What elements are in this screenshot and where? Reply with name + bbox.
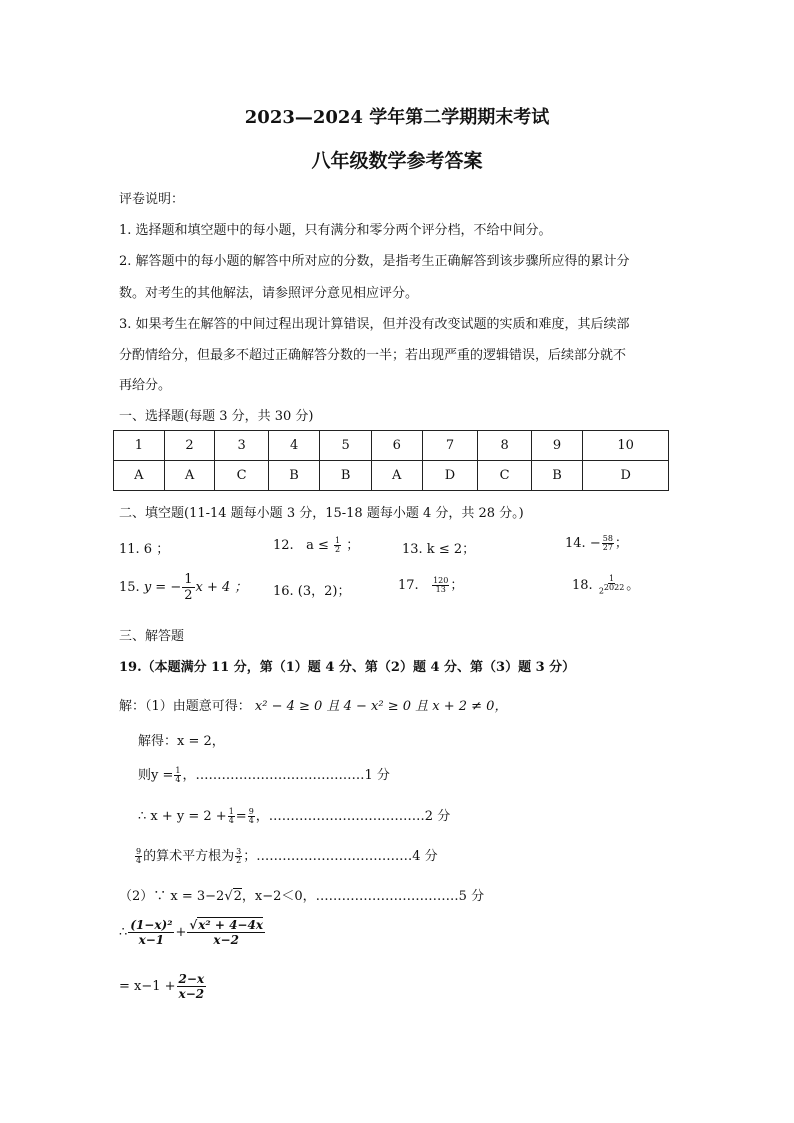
solution-part-1: 解：（1）由题意可得： x² − 4 ≥ 0 且 4 − x² ≥ 0 且 x + 2 ≠ 0， xyxy=(119,699,508,714)
table-cell: 1 xyxy=(114,431,165,461)
expression-1: ∴ $\frac{\text{(1−x)²}}{x-1}$ + $\frac{\text{√x² + 4−4x}}{x-2}$ xyxy=(119,918,263,947)
answer-15-label: 15. xyxy=(119,580,140,595)
fraction: $\frac{58}{27}$ xyxy=(602,534,613,552)
table-cell: 8 xyxy=(478,431,531,461)
answer-15: 15. y = − $\frac{1}{2}$ x + 4 ； xyxy=(119,572,248,603)
answer-18: 18. $\frac{1}{2^{2022}}$ 。 xyxy=(572,574,640,596)
fraction: $\frac{1}{4}$ xyxy=(228,807,234,825)
notes-heading: 评卷说明： xyxy=(119,192,185,207)
table-cell: B xyxy=(531,461,583,491)
note-3c: 再给分。 xyxy=(119,378,172,393)
fraction: $\frac{1}{2^{2022}}$ xyxy=(598,574,625,596)
table-cell: A xyxy=(114,461,165,491)
note-2b: 数。对考生的其他解法，请参照评分意见相应评分。 xyxy=(119,286,419,301)
table-cell: A xyxy=(371,461,422,491)
step-square-root: $\frac{9}{4}$ 的算术平方根为 $\frac{3}{2}$ ；………………………………4 分 xyxy=(136,847,438,865)
section-1-heading: 一、选择题(每题 3 分，共 30 分) xyxy=(119,409,314,424)
answer-13: 13. k ≤ 2； xyxy=(402,542,476,557)
step-sum: ∴ x + y = 2 + $\frac{1}{4}$ = $\frac{9}{4}$ ，………………………………2 分 xyxy=(138,807,451,825)
note-2a: 2. 解答题中的每小题的解答中所对应的分数，是指考生正确解答到该步骤所应得的累计分 xyxy=(119,254,630,269)
answer-12-expr: a ≤ xyxy=(306,538,329,553)
section-2-heading: 二、填空题(11-14 题每小题 3 分，15-18 题每小题 4 分，共 28 分。) xyxy=(119,506,524,521)
fraction: $\frac{1}{4}$ xyxy=(175,766,181,784)
step-solve-x: 解得：x = 2， xyxy=(138,734,225,749)
table-cell: 10 xyxy=(583,431,669,461)
table-cell: 3 xyxy=(215,431,268,461)
fraction: $\frac{120}{13}$ xyxy=(433,576,449,594)
table-cell: D xyxy=(583,461,669,491)
table-cell: B xyxy=(320,461,372,491)
table-cell: 4 xyxy=(268,431,320,461)
table-cell: D xyxy=(422,461,478,491)
expression-2: = x−1 + $\frac{2-x}{x-2}$ xyxy=(119,972,205,1001)
answer-11: 11. 6 ； xyxy=(119,542,170,557)
exam-title: 2023—2024 学年第二学期期末考试 xyxy=(244,107,550,128)
answer-12: 12. a ≤ $\frac{1}{2}$ ； xyxy=(273,536,360,554)
fraction: $\frac{\text{√x² + 4−4x}}{x-2}$ xyxy=(189,918,263,947)
fraction: $\frac{9}{4}$ xyxy=(136,847,142,865)
answer-14: 14. − $\frac{58}{27}$ ； xyxy=(565,534,628,552)
table-row-numbers xyxy=(114,431,669,461)
fraction: $\frac{\text{(1−x)²}}{x-1}$ xyxy=(130,918,173,947)
table-cell: 5 xyxy=(320,431,372,461)
answer-17: 17. $\frac{120}{13}$ ； xyxy=(398,576,464,594)
table-cell: C xyxy=(215,461,268,491)
table-row-answers xyxy=(114,461,669,491)
fraction: $\frac{2-x}{x-2}$ xyxy=(178,972,205,1001)
answer-16: 16. (3，2)； xyxy=(273,584,351,599)
answer-18-label: 18. xyxy=(572,578,593,593)
answer-key-title: 八年级数学参考答案 xyxy=(311,150,483,172)
fraction: $\frac{1}{2}$ xyxy=(184,572,193,603)
answer-14-label: 14. xyxy=(565,536,586,551)
fraction: $\frac{3}{2}$ xyxy=(236,847,242,865)
note-3b: 分酌情给分，但最多不超过正确解答分数的一半；若出现严重的逻辑错误，后续部分就不 xyxy=(119,348,627,363)
table-cell: C xyxy=(478,461,531,491)
table-cell: 6 xyxy=(371,431,422,461)
sqrt-symbol: √ xyxy=(189,918,198,932)
section-3-heading: 三、解答题 xyxy=(119,629,185,644)
question-19-heading: 19.（本题满分 11 分，第（1）题 4 分、第（2）题 4 分、第（3）题 3 分） xyxy=(119,660,576,675)
table-cell: A xyxy=(164,461,215,491)
sqrt-symbol: √ xyxy=(224,889,233,904)
note-3a: 3. 如果考生在解答的中间过程出现计算错误，但并没有改变试题的实质和难度，其后续部 xyxy=(119,317,630,332)
answer-17-label: 17. xyxy=(398,578,419,593)
table-cell: 7 xyxy=(422,431,478,461)
fraction: $\frac{9}{4}$ xyxy=(248,807,254,825)
table-cell: 9 xyxy=(531,431,583,461)
fraction: $\frac{1}{2}$ xyxy=(335,536,341,554)
table-cell: 2 xyxy=(164,431,215,461)
solution-part-2: （2）∵ x = 3−2√2，x−2＜0，……………………………5 分 xyxy=(119,889,485,904)
note-1: 1. 选择题和填空题中的每小题，只有满分和零分两个评分档，不给中间分。 xyxy=(119,223,552,238)
step-y-value: 则y = $\frac{1}{4}$ ，…………………………………1 分 xyxy=(138,766,390,784)
table-cell: B xyxy=(268,461,320,491)
choice-answer-table xyxy=(113,430,669,491)
answer-12-label: 12. xyxy=(273,538,294,553)
